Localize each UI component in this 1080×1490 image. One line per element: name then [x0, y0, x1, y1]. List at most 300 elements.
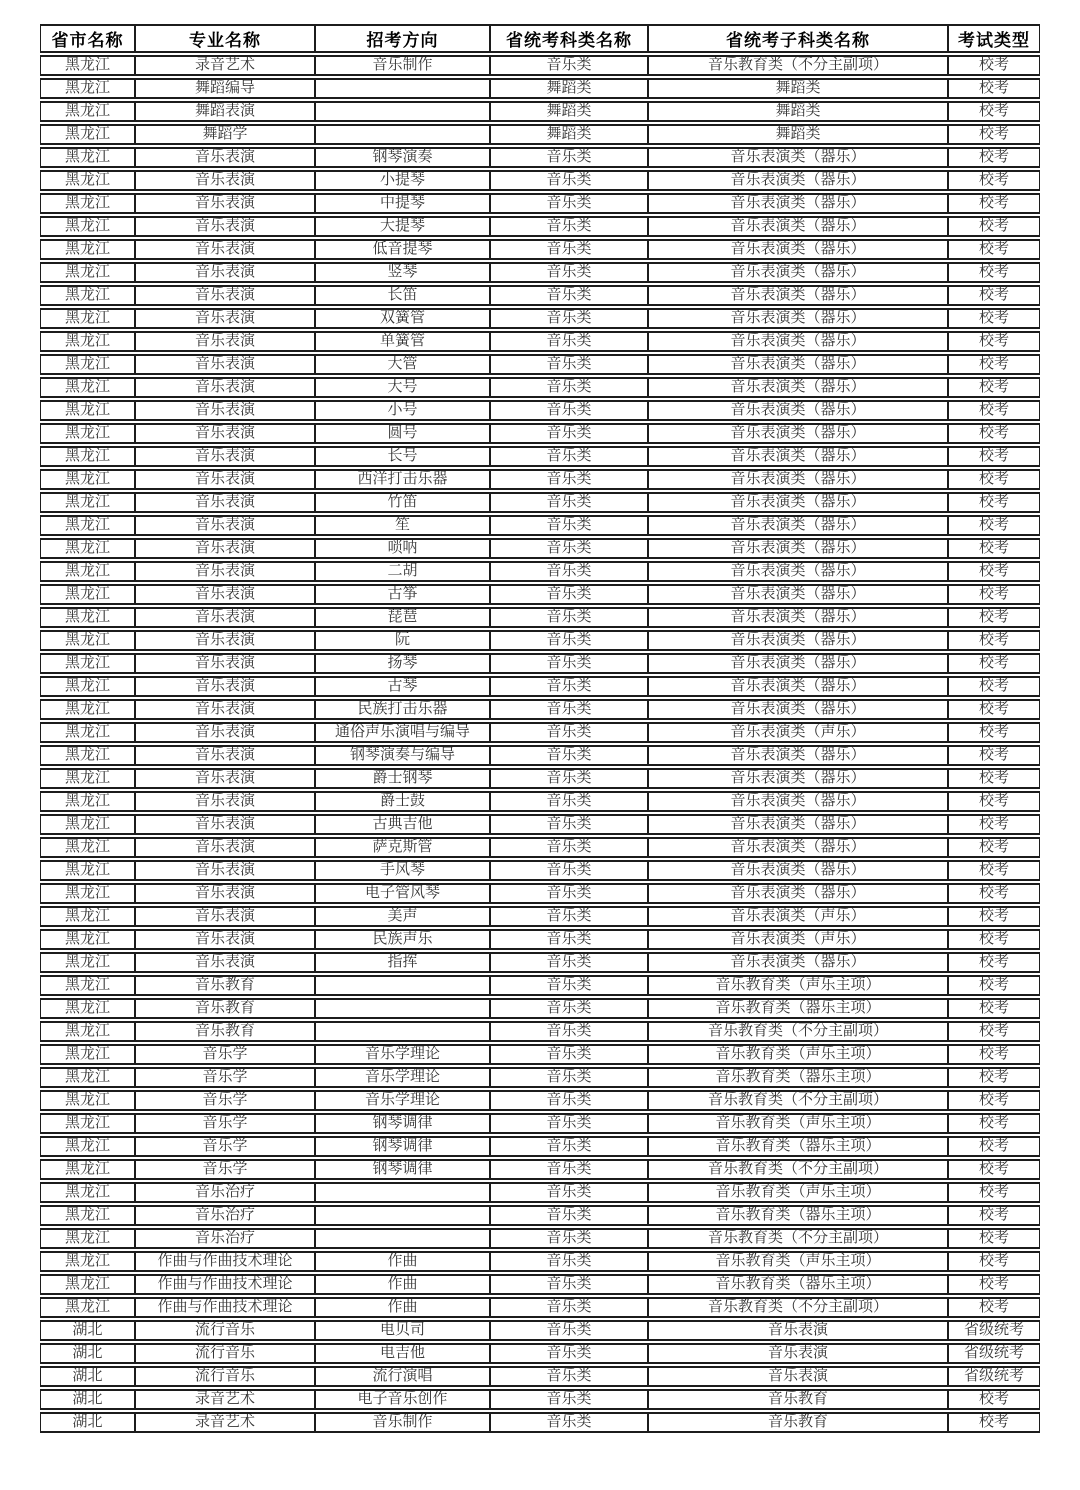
cell-province: 黑龙江 [40, 331, 135, 352]
cell-exam-category: 音乐类 [490, 975, 648, 996]
cell-province: 黑龙江 [40, 124, 135, 145]
cell-exam-type: 校考 [948, 538, 1040, 559]
cell-province: 黑龙江 [40, 1136, 135, 1157]
cell-direction: 古典吉他 [315, 814, 490, 835]
cell-exam-subcategory: 音乐表演类（器乐） [648, 377, 948, 398]
cell-major: 音乐治疗 [135, 1228, 315, 1249]
cell-exam-type: 省级统考 [948, 1343, 1040, 1364]
cell-major: 音乐治疗 [135, 1182, 315, 1203]
cell-direction: 笙 [315, 515, 490, 536]
table-row [40, 1136, 1040, 1157]
cell-exam-category: 音乐类 [490, 515, 648, 536]
cell-direction: 竖琴 [315, 262, 490, 283]
cell-province: 黑龙江 [40, 561, 135, 582]
cell-exam-category: 音乐类 [490, 1021, 648, 1042]
table-row [40, 929, 1040, 950]
table-row [40, 1228, 1040, 1249]
cell-exam-category: 音乐类 [490, 561, 648, 582]
cell-direction: 小提琴 [315, 170, 490, 191]
cell-major: 音乐表演 [135, 837, 315, 858]
cell-direction: 竹笛 [315, 492, 490, 513]
cell-exam-type: 校考 [948, 1205, 1040, 1226]
cell-exam-subcategory: 音乐表演类（器乐） [648, 745, 948, 766]
cell-province: 黑龙江 [40, 722, 135, 743]
table-row [40, 308, 1040, 329]
cell-exam-type: 校考 [948, 446, 1040, 467]
cell-exam-subcategory: 舞蹈类 [648, 101, 948, 122]
cell-exam-subcategory: 音乐表演类（器乐） [648, 354, 948, 375]
cell-exam-type: 校考 [948, 1021, 1040, 1042]
cell-exam-category: 音乐类 [490, 492, 648, 513]
cell-direction [315, 1205, 490, 1226]
cell-exam-type: 校考 [948, 722, 1040, 743]
cell-direction: 作曲 [315, 1251, 490, 1272]
cell-exam-subcategory: 音乐教育类（不分主副项） [648, 1159, 948, 1180]
cell-province: 黑龙江 [40, 1297, 135, 1318]
col-header-exam-type: 考试类型 [948, 24, 1040, 53]
cell-exam-category: 音乐类 [490, 929, 648, 950]
table-row [40, 791, 1040, 812]
cell-province: 湖北 [40, 1320, 135, 1341]
cell-province: 黑龙江 [40, 975, 135, 996]
cell-province: 黑龙江 [40, 170, 135, 191]
cell-exam-subcategory: 音乐表演类（器乐） [648, 699, 948, 720]
cell-direction: 电吉他 [315, 1343, 490, 1364]
cell-major: 音乐表演 [135, 216, 315, 237]
cell-province: 黑龙江 [40, 193, 135, 214]
cell-exam-type: 校考 [948, 975, 1040, 996]
cell-exam-subcategory: 音乐表演类（声乐） [648, 906, 948, 927]
table-row [40, 55, 1040, 76]
table-row [40, 607, 1040, 628]
cell-exam-type: 校考 [948, 1412, 1040, 1433]
col-header-direction: 招考方向 [315, 24, 490, 53]
col-header-exam-category: 省统考科类名称 [490, 24, 648, 53]
cell-exam-subcategory: 音乐表演类（器乐） [648, 561, 948, 582]
cell-major: 音乐表演 [135, 285, 315, 306]
cell-direction: 大管 [315, 354, 490, 375]
cell-major: 音乐学 [135, 1136, 315, 1157]
cell-direction: 爵士钢琴 [315, 768, 490, 789]
cell-exam-subcategory: 音乐表演类（器乐） [648, 193, 948, 214]
cell-exam-type: 校考 [948, 400, 1040, 421]
cell-exam-category: 音乐类 [490, 1067, 648, 1088]
table-row [40, 1159, 1040, 1180]
cell-exam-subcategory: 音乐教育类（不分主副项） [648, 1297, 948, 1318]
cell-major: 音乐表演 [135, 607, 315, 628]
cell-province: 湖北 [40, 1343, 135, 1364]
cell-exam-subcategory: 音乐表演类（器乐） [648, 584, 948, 605]
cell-exam-category: 音乐类 [490, 1343, 648, 1364]
cell-exam-category: 音乐类 [490, 814, 648, 835]
cell-exam-category: 音乐类 [490, 55, 648, 76]
cell-exam-type: 校考 [948, 423, 1040, 444]
cell-major: 音乐表演 [135, 561, 315, 582]
cell-exam-subcategory: 音乐表演类（器乐） [648, 630, 948, 651]
table-row [40, 1297, 1040, 1318]
cell-exam-type: 校考 [948, 768, 1040, 789]
cell-exam-type: 校考 [948, 239, 1040, 260]
cell-major: 音乐表演 [135, 400, 315, 421]
cell-exam-category: 音乐类 [490, 883, 648, 904]
cell-province: 黑龙江 [40, 1090, 135, 1111]
cell-major: 音乐教育 [135, 975, 315, 996]
cell-direction: 中提琴 [315, 193, 490, 214]
cell-exam-subcategory: 音乐表演类（器乐） [648, 170, 948, 191]
cell-major: 录音艺术 [135, 1389, 315, 1410]
table-row [40, 1343, 1040, 1364]
cell-exam-type: 校考 [948, 745, 1040, 766]
cell-exam-type: 校考 [948, 676, 1040, 697]
cell-exam-category: 音乐类 [490, 285, 648, 306]
cell-exam-type: 校考 [948, 998, 1040, 1019]
cell-major: 流行音乐 [135, 1343, 315, 1364]
cell-exam-category: 舞蹈类 [490, 124, 648, 145]
cell-direction: 双簧管 [315, 308, 490, 329]
exam-category-table [40, 22, 1040, 1435]
cell-exam-type: 校考 [948, 147, 1040, 168]
cell-major: 音乐表演 [135, 699, 315, 720]
cell-exam-subcategory: 音乐表演类（器乐） [648, 653, 948, 674]
cell-province: 黑龙江 [40, 492, 135, 513]
cell-province: 黑龙江 [40, 607, 135, 628]
cell-major: 音乐表演 [135, 768, 315, 789]
cell-exam-subcategory: 音乐表演类（器乐） [648, 400, 948, 421]
cell-exam-subcategory: 音乐表演类（器乐） [648, 837, 948, 858]
cell-exam-type: 校考 [948, 1182, 1040, 1203]
cell-exam-type: 校考 [948, 1090, 1040, 1111]
table-row [40, 170, 1040, 191]
table-row [40, 699, 1040, 720]
cell-direction [315, 124, 490, 145]
cell-major: 音乐表演 [135, 952, 315, 973]
cell-major: 音乐表演 [135, 814, 315, 835]
table-row [40, 561, 1040, 582]
cell-province: 黑龙江 [40, 285, 135, 306]
cell-exam-category: 音乐类 [490, 239, 648, 260]
cell-direction [315, 1228, 490, 1249]
table-row [40, 1366, 1040, 1387]
cell-exam-subcategory: 音乐表演类（器乐） [648, 216, 948, 237]
cell-province: 黑龙江 [40, 308, 135, 329]
cell-direction: 手风琴 [315, 860, 490, 881]
table-row [40, 653, 1040, 674]
cell-major: 音乐表演 [135, 262, 315, 283]
cell-major: 舞蹈表演 [135, 101, 315, 122]
cell-exam-category: 音乐类 [490, 791, 648, 812]
table-body [40, 55, 1040, 1433]
cell-exam-category: 音乐类 [490, 354, 648, 375]
cell-province: 黑龙江 [40, 814, 135, 835]
cell-exam-type: 校考 [948, 1274, 1040, 1295]
cell-exam-type: 校考 [948, 285, 1040, 306]
cell-exam-subcategory: 音乐表演类（器乐） [648, 860, 948, 881]
cell-province: 黑龙江 [40, 998, 135, 1019]
cell-exam-type: 校考 [948, 929, 1040, 950]
cell-major: 音乐表演 [135, 377, 315, 398]
cell-exam-subcategory: 音乐表演类（器乐） [648, 538, 948, 559]
cell-direction: 西洋打击乐器 [315, 469, 490, 490]
cell-direction: 音乐学理论 [315, 1044, 490, 1065]
cell-exam-subcategory: 音乐表演类（器乐） [648, 469, 948, 490]
cell-province: 黑龙江 [40, 630, 135, 651]
cell-province: 黑龙江 [40, 101, 135, 122]
cell-direction [315, 998, 490, 1019]
cell-exam-type: 校考 [948, 1228, 1040, 1249]
cell-exam-subcategory: 音乐表演类（器乐） [648, 952, 948, 973]
cell-major: 音乐表演 [135, 860, 315, 881]
cell-exam-category: 音乐类 [490, 469, 648, 490]
table-row [40, 285, 1040, 306]
cell-exam-type: 校考 [948, 308, 1040, 329]
cell-direction: 二胡 [315, 561, 490, 582]
cell-major: 流行音乐 [135, 1366, 315, 1387]
cell-province: 黑龙江 [40, 78, 135, 99]
cell-exam-category: 音乐类 [490, 193, 648, 214]
cell-province: 黑龙江 [40, 584, 135, 605]
cell-exam-type: 校考 [948, 492, 1040, 513]
table-row [40, 883, 1040, 904]
cell-major: 音乐表演 [135, 538, 315, 559]
cell-major: 音乐表演 [135, 630, 315, 651]
cell-exam-type: 校考 [948, 837, 1040, 858]
cell-exam-category: 音乐类 [490, 1205, 648, 1226]
table-row [40, 630, 1040, 651]
cell-province: 黑龙江 [40, 469, 135, 490]
cell-exam-category: 音乐类 [490, 1274, 648, 1295]
table-row [40, 124, 1040, 145]
cell-direction: 长笛 [315, 285, 490, 306]
cell-exam-type: 校考 [948, 1067, 1040, 1088]
cell-exam-category: 音乐类 [490, 1366, 648, 1387]
table-row [40, 1274, 1040, 1295]
cell-exam-category: 音乐类 [490, 216, 648, 237]
cell-exam-subcategory: 音乐表演类（器乐） [648, 446, 948, 467]
cell-exam-category: 音乐类 [490, 377, 648, 398]
cell-direction: 唢呐 [315, 538, 490, 559]
cell-exam-subcategory: 音乐教育 [648, 1412, 948, 1433]
cell-exam-subcategory: 音乐表演类（器乐） [648, 239, 948, 260]
cell-exam-category: 音乐类 [490, 722, 648, 743]
cell-province: 黑龙江 [40, 837, 135, 858]
cell-direction: 电子音乐创作 [315, 1389, 490, 1410]
cell-exam-category: 音乐类 [490, 1297, 648, 1318]
cell-exam-subcategory: 音乐教育类（声乐主项） [648, 1044, 948, 1065]
cell-major: 音乐表演 [135, 929, 315, 950]
cell-exam-category: 音乐类 [490, 952, 648, 973]
cell-major: 音乐学 [135, 1090, 315, 1111]
cell-major: 音乐学 [135, 1113, 315, 1134]
cell-exam-subcategory: 音乐教育类（器乐主项） [648, 1274, 948, 1295]
cell-major: 音乐表演 [135, 354, 315, 375]
cell-exam-type: 校考 [948, 699, 1040, 720]
cell-major: 音乐表演 [135, 308, 315, 329]
cell-exam-category: 音乐类 [490, 998, 648, 1019]
cell-exam-type: 校考 [948, 124, 1040, 145]
table-row [40, 147, 1040, 168]
cell-exam-type: 校考 [948, 607, 1040, 628]
cell-province: 黑龙江 [40, 400, 135, 421]
cell-province: 黑龙江 [40, 377, 135, 398]
cell-direction [315, 78, 490, 99]
table-row [40, 262, 1040, 283]
cell-major: 音乐表演 [135, 515, 315, 536]
cell-major: 音乐表演 [135, 584, 315, 605]
cell-major: 音乐治疗 [135, 1205, 315, 1226]
cell-direction: 音乐学理论 [315, 1090, 490, 1111]
cell-exam-type: 校考 [948, 515, 1040, 536]
cell-province: 黑龙江 [40, 1159, 135, 1180]
cell-direction: 作曲 [315, 1274, 490, 1295]
cell-province: 黑龙江 [40, 1182, 135, 1203]
cell-exam-subcategory: 音乐教育类（不分主副项） [648, 1228, 948, 1249]
cell-province: 黑龙江 [40, 1205, 135, 1226]
cell-exam-type: 校考 [948, 791, 1040, 812]
table-row [40, 377, 1040, 398]
cell-major: 音乐学 [135, 1067, 315, 1088]
table-row [40, 975, 1040, 996]
table-row [40, 1044, 1040, 1065]
cell-direction: 钢琴调律 [315, 1159, 490, 1180]
cell-exam-type: 校考 [948, 1251, 1040, 1272]
cell-major: 舞蹈编导 [135, 78, 315, 99]
cell-direction: 古琴 [315, 676, 490, 697]
cell-exam-type: 校考 [948, 1136, 1040, 1157]
col-header-major: 专业名称 [135, 24, 315, 53]
cell-exam-type: 校考 [948, 1113, 1040, 1134]
cell-province: 黑龙江 [40, 262, 135, 283]
cell-province: 黑龙江 [40, 1274, 135, 1295]
cell-exam-subcategory: 音乐教育类（不分主副项） [648, 1021, 948, 1042]
cell-direction: 古筝 [315, 584, 490, 605]
table-row [40, 584, 1040, 605]
cell-exam-subcategory: 音乐教育类（器乐主项） [648, 998, 948, 1019]
cell-direction: 大提琴 [315, 216, 490, 237]
cell-exam-category: 音乐类 [490, 446, 648, 467]
cell-exam-category: 音乐类 [490, 1159, 648, 1180]
cell-direction: 民族声乐 [315, 929, 490, 950]
cell-exam-subcategory: 舞蹈类 [648, 124, 948, 145]
cell-direction: 长号 [315, 446, 490, 467]
cell-direction: 圆号 [315, 423, 490, 444]
table-row [40, 423, 1040, 444]
cell-major: 作曲与作曲技术理论 [135, 1274, 315, 1295]
cell-exam-category: 音乐类 [490, 768, 648, 789]
cell-exam-category: 音乐类 [490, 170, 648, 191]
cell-exam-type: 校考 [948, 860, 1040, 881]
cell-major: 音乐教育 [135, 998, 315, 1019]
col-header-province: 省市名称 [40, 24, 135, 53]
cell-direction: 萨克斯管 [315, 837, 490, 858]
cell-exam-category: 音乐类 [490, 400, 648, 421]
cell-exam-subcategory: 音乐表演类（器乐） [648, 492, 948, 513]
cell-exam-subcategory: 音乐表演类（器乐） [648, 676, 948, 697]
cell-exam-type: 校考 [948, 78, 1040, 99]
cell-major: 录音艺术 [135, 55, 315, 76]
table-row [40, 952, 1040, 973]
cell-province: 黑龙江 [40, 216, 135, 237]
table-row [40, 78, 1040, 99]
cell-major: 音乐表演 [135, 722, 315, 743]
cell-exam-category: 音乐类 [490, 1228, 648, 1249]
cell-exam-category: 音乐类 [490, 308, 648, 329]
cell-exam-category: 音乐类 [490, 1113, 648, 1134]
cell-exam-type: 校考 [948, 630, 1040, 651]
cell-province: 黑龙江 [40, 906, 135, 927]
cell-direction: 钢琴演奏 [315, 147, 490, 168]
cell-exam-subcategory: 音乐教育类（器乐主项） [648, 1067, 948, 1088]
table-row [40, 331, 1040, 352]
cell-exam-subcategory: 音乐表演类（器乐） [648, 147, 948, 168]
cell-major: 音乐表演 [135, 423, 315, 444]
cell-exam-category: 音乐类 [490, 906, 648, 927]
cell-exam-subcategory: 音乐表演 [648, 1366, 948, 1387]
cell-province: 黑龙江 [40, 354, 135, 375]
cell-province: 黑龙江 [40, 860, 135, 881]
table-row [40, 469, 1040, 490]
cell-exam-category: 音乐类 [490, 1412, 648, 1433]
cell-exam-type: 校考 [948, 377, 1040, 398]
cell-direction: 电子管风琴 [315, 883, 490, 904]
cell-exam-type: 校考 [948, 584, 1040, 605]
cell-province: 湖北 [40, 1366, 135, 1387]
cell-direction: 民族打击乐器 [315, 699, 490, 720]
cell-exam-subcategory: 音乐表演类（声乐） [648, 722, 948, 743]
table-row [40, 515, 1040, 536]
cell-major: 流行音乐 [135, 1320, 315, 1341]
cell-province: 湖北 [40, 1389, 135, 1410]
table-row [40, 1412, 1040, 1433]
cell-exam-category: 音乐类 [490, 147, 648, 168]
cell-exam-subcategory: 音乐表演类（器乐） [648, 791, 948, 812]
cell-province: 黑龙江 [40, 1044, 135, 1065]
cell-direction: 作曲 [315, 1297, 490, 1318]
cell-province: 黑龙江 [40, 239, 135, 260]
cell-major: 作曲与作曲技术理论 [135, 1297, 315, 1318]
table-row [40, 1251, 1040, 1272]
cell-province: 黑龙江 [40, 1228, 135, 1249]
cell-province: 湖北 [40, 1412, 135, 1433]
table-row [40, 354, 1040, 375]
cell-province: 黑龙江 [40, 1067, 135, 1088]
cell-direction: 流行演唱 [315, 1366, 490, 1387]
cell-exam-category: 舞蹈类 [490, 78, 648, 99]
cell-province: 黑龙江 [40, 1113, 135, 1134]
table-header-row [40, 24, 1040, 53]
cell-province: 黑龙江 [40, 1251, 135, 1272]
cell-exam-category: 音乐类 [490, 331, 648, 352]
cell-exam-type: 校考 [948, 170, 1040, 191]
cell-exam-type: 校考 [948, 883, 1040, 904]
cell-major: 音乐教育 [135, 1021, 315, 1042]
table-row [40, 1182, 1040, 1203]
table-row [40, 837, 1040, 858]
cell-exam-category: 音乐类 [490, 1182, 648, 1203]
cell-exam-category: 音乐类 [490, 699, 648, 720]
table-row [40, 1320, 1040, 1341]
cell-exam-type: 校考 [948, 561, 1040, 582]
table-row [40, 814, 1040, 835]
cell-major: 音乐表演 [135, 446, 315, 467]
cell-exam-category: 音乐类 [490, 262, 648, 283]
cell-direction: 通俗声乐演唱与编导 [315, 722, 490, 743]
table-row [40, 1090, 1040, 1111]
cell-major: 舞蹈学 [135, 124, 315, 145]
cell-exam-type: 校考 [948, 906, 1040, 927]
cell-direction: 电贝司 [315, 1320, 490, 1341]
cell-exam-subcategory: 音乐表演类（器乐） [648, 814, 948, 835]
cell-direction [315, 975, 490, 996]
